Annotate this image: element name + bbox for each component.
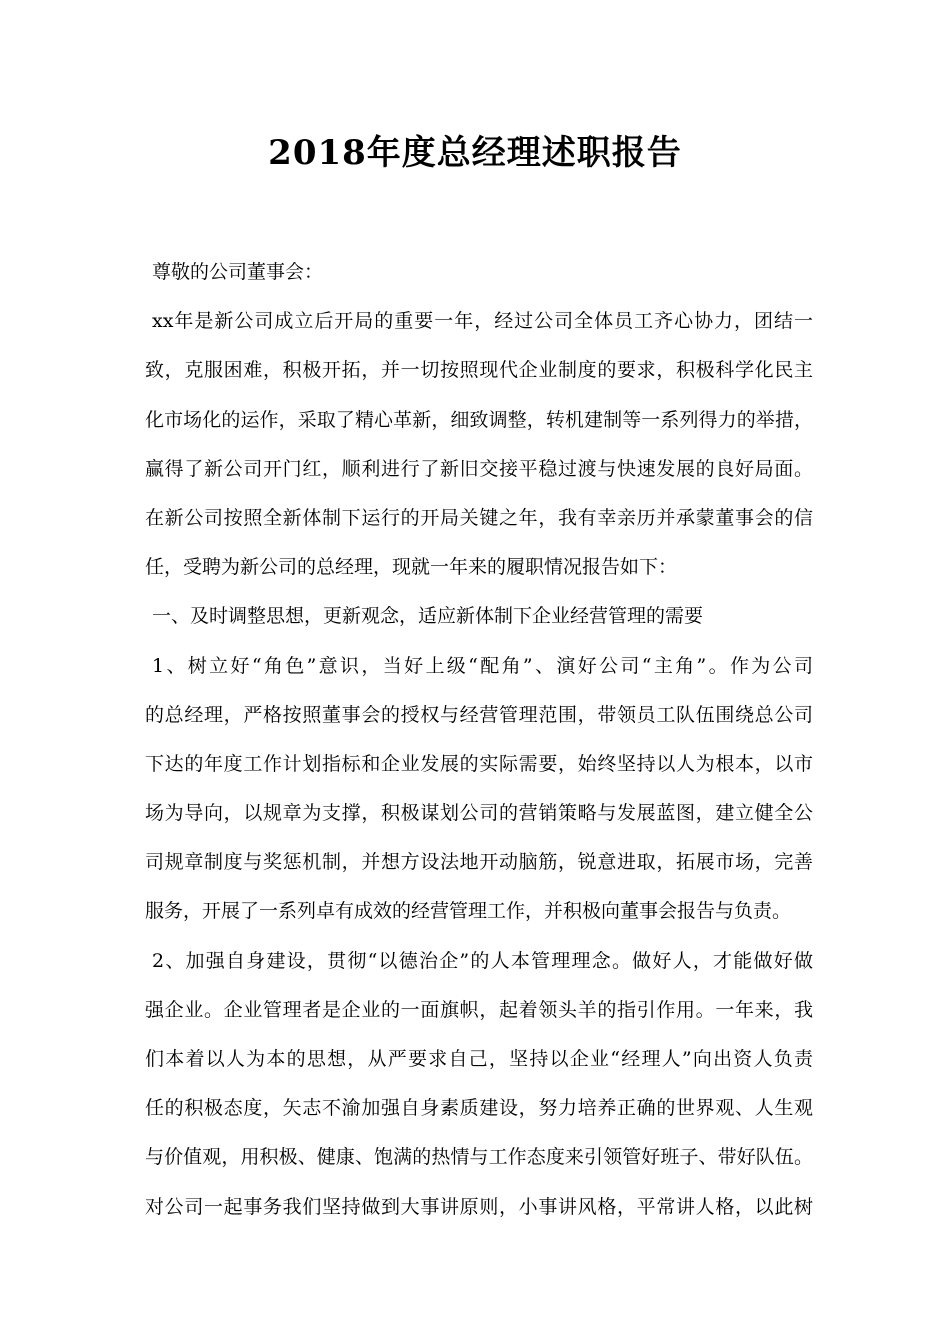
body-line: 司规章制度与奖惩机制，并想方设法地开动脑筋，锐意进取，拓展市场，完善 — [145, 851, 813, 874]
body-line: 化市场化的运作，采取了精心革新，细致调整，转机建制等一系列得力的举措， — [145, 408, 813, 431]
body-line: 1、树立好“角色”意识，当好上级“配角”、演好公司“主角”。作为公司 — [152, 654, 813, 677]
body-line: 服务，开展了一系列卓有成效的经营管理工作，并积极向董事会报告与负责。 — [145, 900, 792, 923]
body-line: 对公司一起事务我们坚持做到大事讲原则，小事讲风格，平常讲人格，以此树 — [145, 1195, 813, 1218]
body-line: 致，克服困难，积极开拓，并一切按照现代企业制度的要求，积极科学化民主 — [145, 359, 813, 382]
body-line: xx年是新公司成立后开局的重要一年，经过公司全体员工齐心协力，团结一 — [152, 310, 813, 333]
body-line: 在新公司按照全新体制下运行的开局关键之年，我有幸亲历并承蒙董事会的信 — [145, 506, 813, 529]
body-line: 们本着以人为本的思想，从严要求自己，坚持以企业“经理人”向出资人负责 — [145, 1048, 813, 1070]
body-line: 强企业。企业管理者是企业的一面旗帜，起着领头羊的指引作用。一年来，我 — [145, 998, 813, 1021]
document-body — [145, 248, 813, 1232]
body-line: 与价值观，用积极、健康、饱满的热情与工作态度来引领管好班子、带好队伍。 — [145, 1146, 813, 1169]
body-line: 任，受聘为新公司的总经理，现就一年来的履职情况报告如下： — [145, 556, 678, 579]
salutation-line: 尊敬的公司董事会： — [152, 261, 324, 283]
body-line: 2、加强自身建设，贯彻“以德治企”的人本管理理念。做好人，才能做好做 — [152, 949, 813, 972]
document-title: 2018年度总经理述职报告 — [268, 133, 682, 173]
body-line: 场为导向，以规章为支撑，积极谋划公司的营销策略与发展蓝图，建立健全公 — [145, 802, 813, 825]
body-line: 下达的年度工作计划指标和企业发展的实际需要，始终坚持以人为根本，以市 — [145, 752, 813, 775]
body-line: 任的积极态度，矢志不渝加强自身素质建设，努力培养正确的世界观、人生观 — [145, 1097, 813, 1120]
section-heading-line: 一、及时调整思想，更新观念，适应新体制下企业经营管理的需要 — [152, 605, 704, 628]
body-line: 的总经理，严格按照董事会的授权与经营管理范围，带领员工队伍围绕总公司 — [145, 703, 813, 726]
body-line: 赢得了新公司开门红，顺利进行了新旧交接平稳过渡与快速发展的良好局面。 — [145, 457, 813, 480]
